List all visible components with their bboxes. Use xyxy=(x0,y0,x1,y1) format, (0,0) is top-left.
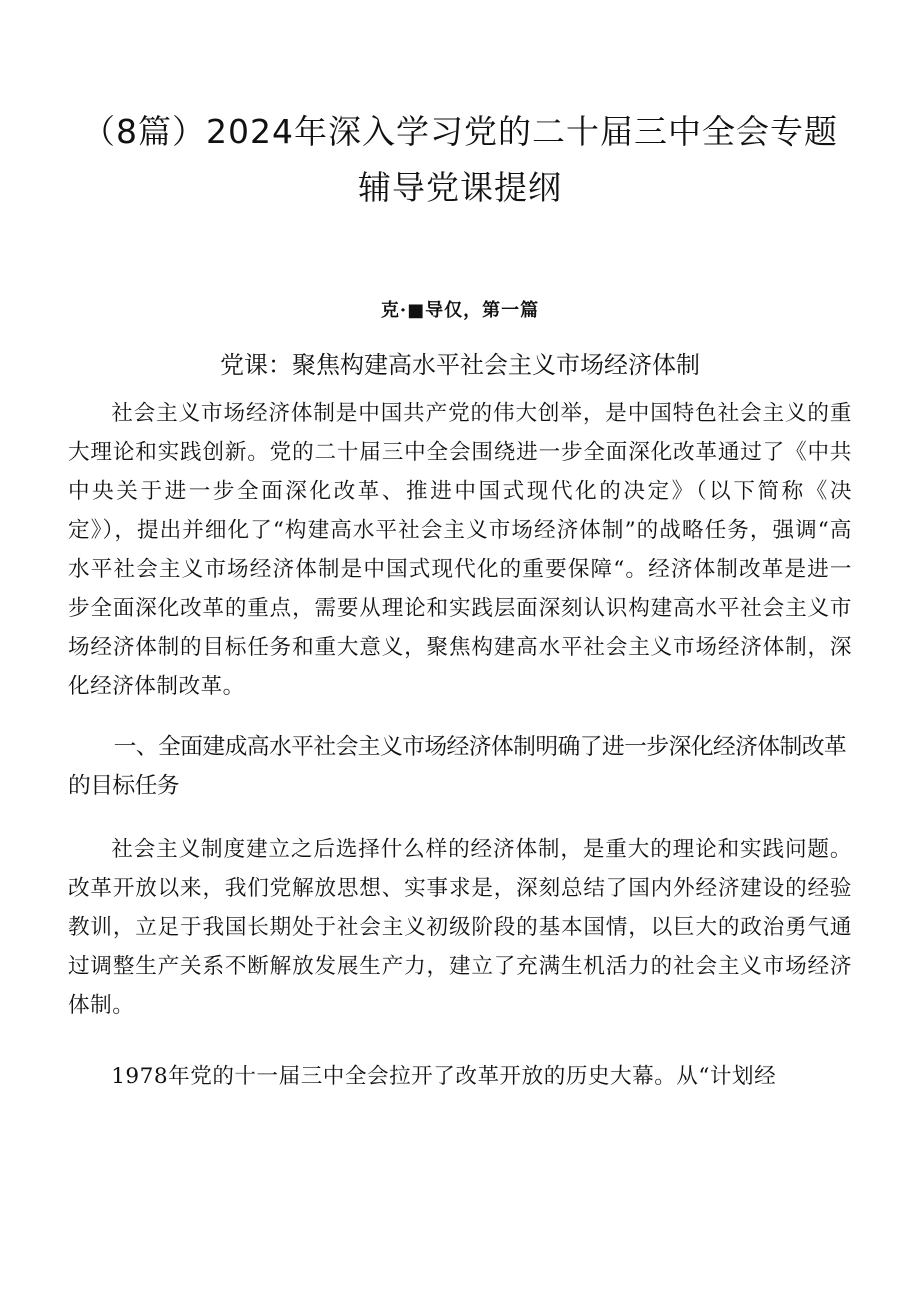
paragraph-2: 社会主义制度建立之后选择什么样的经济体制，是重大的理论和实践问题。改革开放以来，我们党解放思想、实事求是，深刻总结了国内外经济建设的经验教训，立足于我国长期处于社会主义初级阶段的基本国情，以巨大的政治勇气通过调整生产关系不断解放发展生产力，建立了充满生机活力的社会主义市场经济体制。 xyxy=(68,837,852,1018)
title-line-1: （8篇）2024年深入学习党的二十届三中全会专题 xyxy=(82,112,838,151)
heading-1: 一、全面建成高水平社会主义市场经济体制明确了进一步深化经济体制改革的目标任务 xyxy=(68,734,847,799)
document-title xyxy=(68,0,852,216)
paragraph-3: 1978年党的十一届三中全会拉开了改革开放的历史大幕。从“计划经 xyxy=(111,1064,777,1089)
section-title: 党课：聚焦构建高水平社会主义市场经济体制 xyxy=(220,351,700,379)
title-line-2: 辅导党课提纲 xyxy=(358,168,562,207)
subtitle: 克·■导仅，第一篇 xyxy=(380,300,540,321)
paragraph-1: 社会主义市场经济体制是中国共产党的伟大创举，是中国特色社会主义的重大理论和实践创新。党的二十届三中全会围绕进一步全面深化改革通过了《中共中央关于进一步全面深化改革、推进中国式现代化的决定》（以下简称《决定》），提出并细化了“构建高水平社会主义市场经济体制”的战略任务，强调“高水平社会主义市场经济体制是中国式现代化的重要保障“。经济体制改革是进一步全面深化改革的重点，需要从理论和实践层面深刻认识构建高水平社会主义市场经济体制的目标任务和重大意义，聚焦构建高水平社会主义市场经济体制，深化经济体制改革。 xyxy=(68,401,852,699)
